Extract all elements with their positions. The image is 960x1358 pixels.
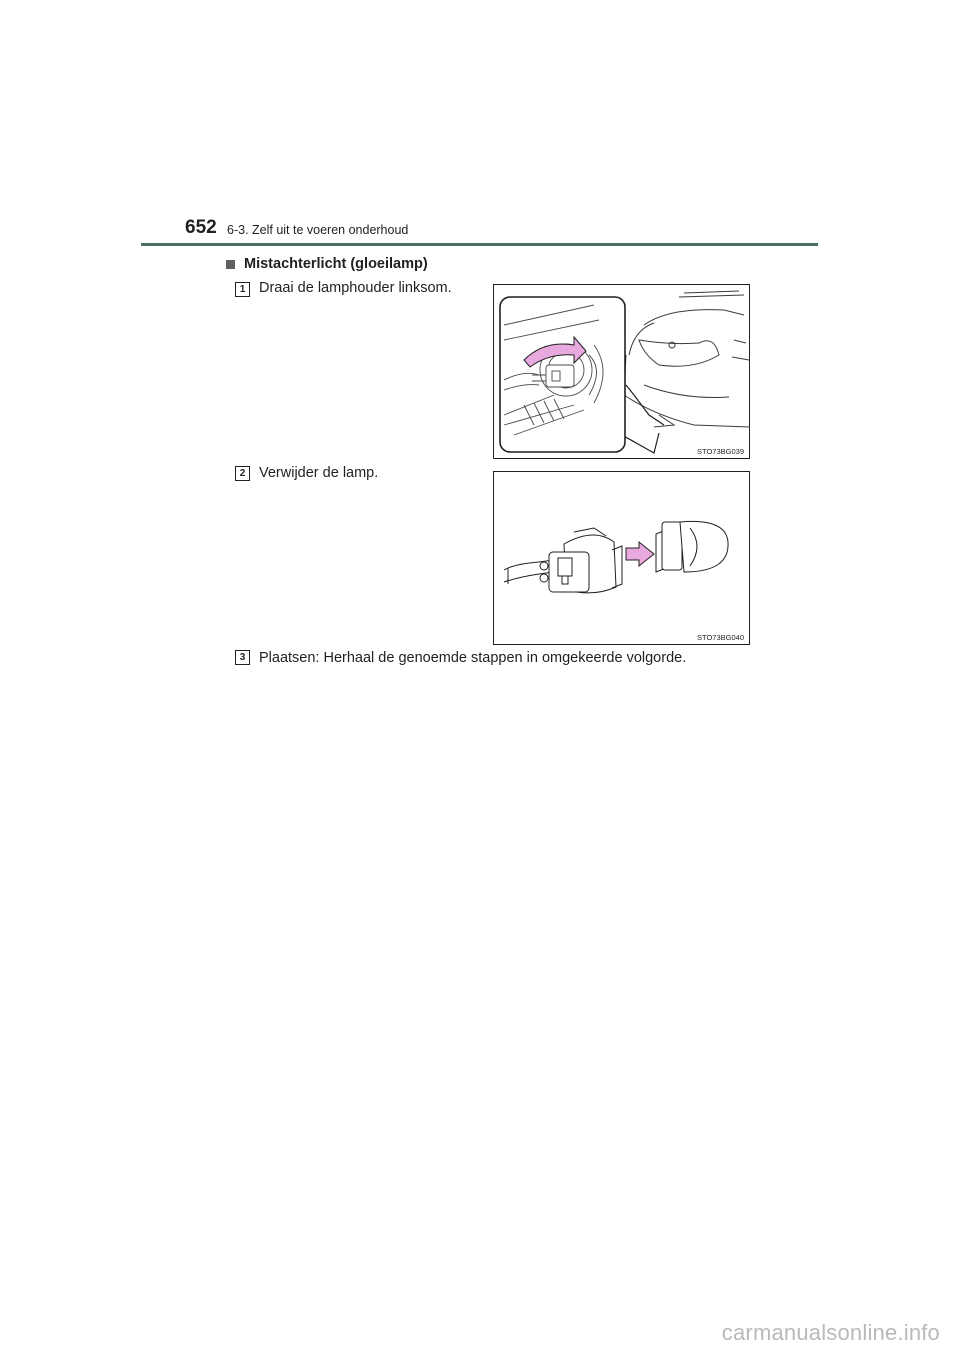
figure-2: [493, 471, 750, 645]
step-3-badge: 3: [235, 650, 250, 665]
step-1-text: Draai de lamphouder linksom.: [259, 280, 452, 296]
section-heading-text: Mistachterlicht (gloeilamp): [244, 256, 428, 272]
step-3-text: Plaatsen: Herhaal de genoemde stappen in omgekeerde volgorde.: [259, 650, 687, 666]
figure-2-code: STO73BG040: [697, 633, 744, 642]
square-bullet-icon: [226, 260, 235, 269]
header-rule: [141, 243, 818, 246]
watermark: carmanualsonline.info: [721, 1320, 940, 1345]
lamp-holder-rotate-illustration: [494, 285, 751, 460]
section-heading: [226, 256, 428, 272]
figure-1-code: STO73BG039: [697, 447, 744, 456]
step-2-badge: 2: [235, 466, 250, 481]
bulb-removal-illustration: [494, 472, 751, 646]
step-2-text: Verwijder de lamp.: [259, 465, 379, 481]
page-number: 652: [185, 217, 217, 238]
figure-1: [493, 284, 750, 459]
section-title: 6-3. Zelf uit te voeren onderhoud: [227, 223, 409, 237]
step-1-badge: 1: [235, 282, 250, 297]
